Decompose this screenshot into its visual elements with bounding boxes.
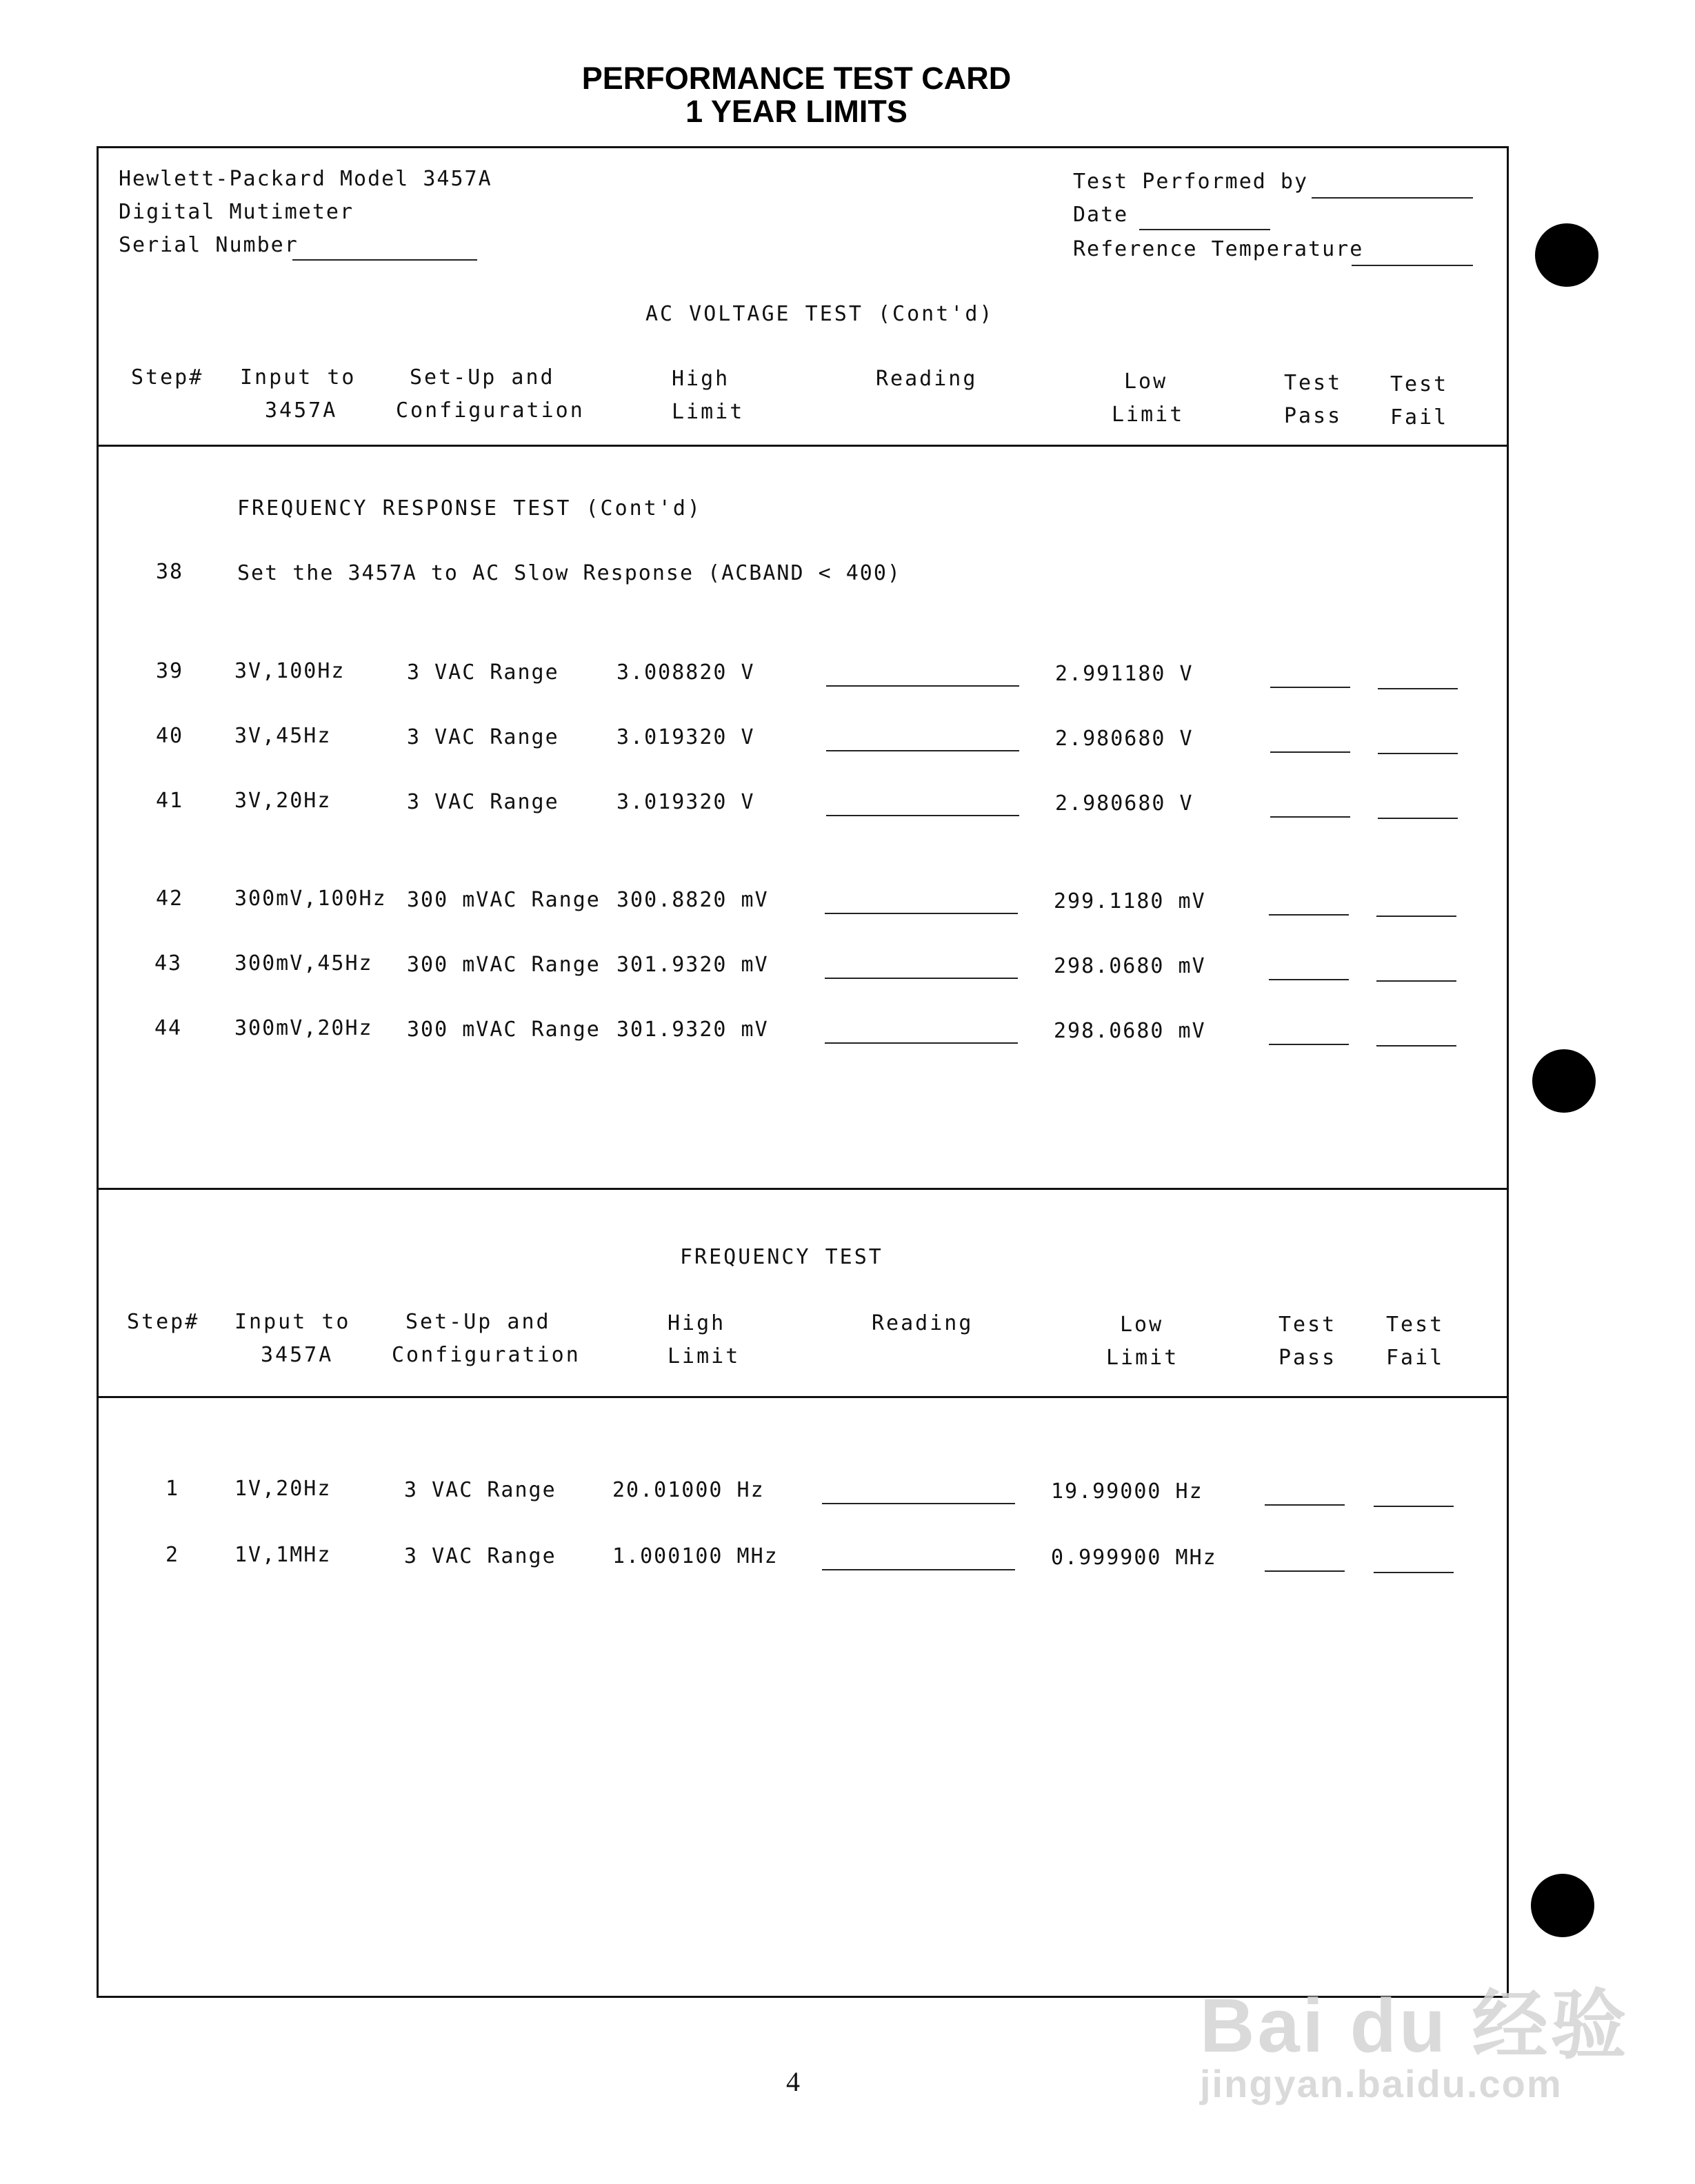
- test-pass-field[interactable]: [1269, 1044, 1349, 1045]
- binder-hole-bottom: [1531, 1874, 1594, 1937]
- reading-field[interactable]: [826, 815, 1019, 816]
- test-pass-field[interactable]: [1265, 1570, 1345, 1572]
- row-low-limit: 2.980680 V: [1055, 791, 1194, 816]
- row-high-limit: 3.019320 V: [616, 790, 755, 814]
- performed-by-field[interactable]: [1312, 197, 1473, 199]
- baidu-watermark-brand: Bai du 经验: [1200, 1983, 1629, 2068]
- col-high-limit-sub: Limit: [668, 1344, 741, 1368]
- row-high-limit: 301.9320 mV: [616, 1018, 769, 1042]
- col-test-fail-sub: Fail: [1386, 1346, 1445, 1370]
- reading-field[interactable]: [826, 685, 1019, 687]
- model-label: Hewlett-Packard Model 3457A: [119, 167, 492, 191]
- col-high-limit: High: [668, 1311, 726, 1335]
- col-setup-sub: Configuration: [396, 398, 585, 423]
- row-step: 42: [156, 887, 184, 911]
- row-setup: 300 mVAC Range: [407, 1018, 601, 1042]
- test-fail-field[interactable]: [1378, 818, 1458, 819]
- baidu-watermark-url: jingyan.baidu.com: [1200, 2062, 1563, 2105]
- row-high-limit: 1.000100 MHz: [612, 1544, 779, 1568]
- serial-number-label: Serial Number: [119, 233, 299, 257]
- row-input: 3V,45Hz: [234, 724, 332, 748]
- performed-by-label: Test Performed by: [1073, 170, 1309, 194]
- reading-field[interactable]: [825, 913, 1018, 914]
- section-frequency-test-title: FREQUENCY TEST: [680, 1245, 883, 1269]
- test-fail-field[interactable]: [1378, 753, 1458, 754]
- row-input: 1V,1MHz: [234, 1543, 332, 1567]
- row-input: 300mV,20Hz: [234, 1016, 373, 1040]
- row-input: 300mV,100Hz: [234, 887, 387, 911]
- row-high-limit: 3.008820 V: [616, 660, 755, 685]
- col-low-limit-sub: Limit: [1112, 403, 1185, 427]
- row-low-limit: 2.991180 V: [1055, 662, 1194, 686]
- reading-field[interactable]: [825, 978, 1018, 979]
- row-step: 40: [156, 724, 184, 748]
- col-reading: Reading: [872, 1311, 974, 1335]
- row-high-limit: 300.8820 mV: [616, 888, 769, 912]
- page-title-line-1: PERFORMANCE TEST CARD: [581, 61, 1012, 96]
- row-setup: 3 VAC Range: [404, 1478, 556, 1502]
- col-reading: Reading: [876, 367, 978, 391]
- device-label: Digital Mutimeter: [119, 200, 354, 224]
- row-step: 43: [154, 951, 183, 975]
- row-step: 39: [156, 659, 184, 683]
- col-high-limit: High: [672, 367, 730, 391]
- date-field[interactable]: [1139, 229, 1270, 230]
- reading-field[interactable]: [822, 1503, 1015, 1504]
- col-step: Step#: [131, 365, 204, 390]
- test-pass-field[interactable]: [1269, 914, 1349, 916]
- frequency-response-subtitle: FREQUENCY RESPONSE TEST (Cont'd): [237, 496, 702, 520]
- header-rule-2: [99, 1396, 1507, 1398]
- serial-number-field[interactable]: [292, 259, 477, 261]
- page-title-line-2: 1 YEAR LIMITS: [685, 94, 907, 129]
- row-step: 44: [154, 1016, 183, 1040]
- binder-hole-middle: [1532, 1049, 1596, 1113]
- col-setup: Set-Up and: [410, 365, 555, 390]
- row-low-limit: 298.0680 mV: [1054, 954, 1206, 978]
- test-fail-field[interactable]: [1376, 980, 1456, 982]
- col-low-limit: Low: [1120, 1313, 1164, 1337]
- date-label: Date: [1073, 203, 1129, 227]
- row-setup: 300 mVAC Range: [407, 953, 601, 977]
- section-divider: [99, 1188, 1507, 1190]
- test-fail-field[interactable]: [1376, 1045, 1456, 1046]
- row-high-limit: 20.01000 Hz: [612, 1478, 765, 1502]
- row-step: 1: [166, 1477, 180, 1501]
- col-input: Input to: [234, 1310, 351, 1334]
- section-ac-voltage-title: AC VOLTAGE TEST (Cont'd): [645, 302, 994, 326]
- test-fail-field[interactable]: [1374, 1506, 1454, 1507]
- reading-field[interactable]: [826, 750, 1019, 751]
- row-low-limit: 0.999900 MHz: [1051, 1546, 1217, 1570]
- row-setup: 3 VAC Range: [404, 1544, 556, 1568]
- row-high-limit: 301.9320 mV: [616, 953, 769, 977]
- col-test-fail: Test: [1386, 1313, 1445, 1337]
- row-setup: 300 mVAC Range: [407, 888, 601, 912]
- col-test-fail-sub: Fail: [1390, 405, 1449, 429]
- col-step: Step#: [127, 1310, 200, 1334]
- row-low-limit: 298.0680 mV: [1054, 1019, 1206, 1043]
- row-setup: 3 VAC Range: [407, 790, 559, 814]
- col-test-pass-sub: Pass: [1284, 404, 1343, 428]
- col-input-sub: 3457A: [261, 1343, 334, 1367]
- reading-field[interactable]: [825, 1042, 1018, 1044]
- test-pass-field[interactable]: [1270, 687, 1350, 688]
- binder-hole-top: [1535, 223, 1598, 287]
- test-pass-field[interactable]: [1269, 979, 1349, 980]
- reading-field[interactable]: [822, 1569, 1015, 1570]
- col-low-limit-sub: Limit: [1106, 1346, 1179, 1370]
- col-test-pass-sub: Pass: [1278, 1346, 1337, 1370]
- step-38-number: 38: [156, 560, 184, 584]
- page-number: 4: [786, 2066, 800, 2097]
- col-input-sub: 3457A: [265, 398, 338, 423]
- row-input: 3V,20Hz: [234, 789, 332, 813]
- col-input: Input to: [240, 365, 357, 390]
- row-input: 3V,100Hz: [234, 659, 345, 683]
- row-low-limit: 299.1180 mV: [1054, 889, 1206, 913]
- row-setup: 3 VAC Range: [407, 725, 559, 749]
- row-input: 300mV,45Hz: [234, 951, 373, 975]
- row-low-limit: 2.980680 V: [1055, 727, 1194, 751]
- col-high-limit-sub: Limit: [672, 400, 745, 424]
- reference-temperature-field[interactable]: [1352, 265, 1473, 266]
- row-step: 2: [166, 1543, 180, 1567]
- test-pass-field[interactable]: [1270, 751, 1350, 753]
- header-rule-1: [99, 445, 1507, 447]
- test-fail-field[interactable]: [1376, 916, 1456, 917]
- col-test-pass: Test: [1278, 1313, 1337, 1337]
- col-low-limit: Low: [1124, 370, 1168, 394]
- col-test-fail: Test: [1390, 372, 1449, 396]
- row-high-limit: 3.019320 V: [616, 725, 755, 749]
- col-test-pass: Test: [1284, 371, 1343, 395]
- step-38-instruction: Set the 3457A to AC Slow Response (ACBAND < 400): [237, 561, 901, 585]
- test-pass-field[interactable]: [1265, 1504, 1345, 1506]
- row-input: 1V,20Hz: [234, 1477, 332, 1501]
- reference-temperature-label: Reference Temperature: [1073, 237, 1364, 261]
- test-fail-field[interactable]: [1374, 1572, 1454, 1573]
- test-pass-field[interactable]: [1270, 816, 1350, 818]
- row-step: 41: [156, 789, 184, 813]
- row-setup: 3 VAC Range: [407, 660, 559, 685]
- col-setup: Set-Up and: [405, 1310, 551, 1334]
- test-fail-field[interactable]: [1378, 688, 1458, 689]
- row-low-limit: 19.99000 Hz: [1051, 1479, 1203, 1504]
- col-setup-sub: Configuration: [392, 1343, 581, 1367]
